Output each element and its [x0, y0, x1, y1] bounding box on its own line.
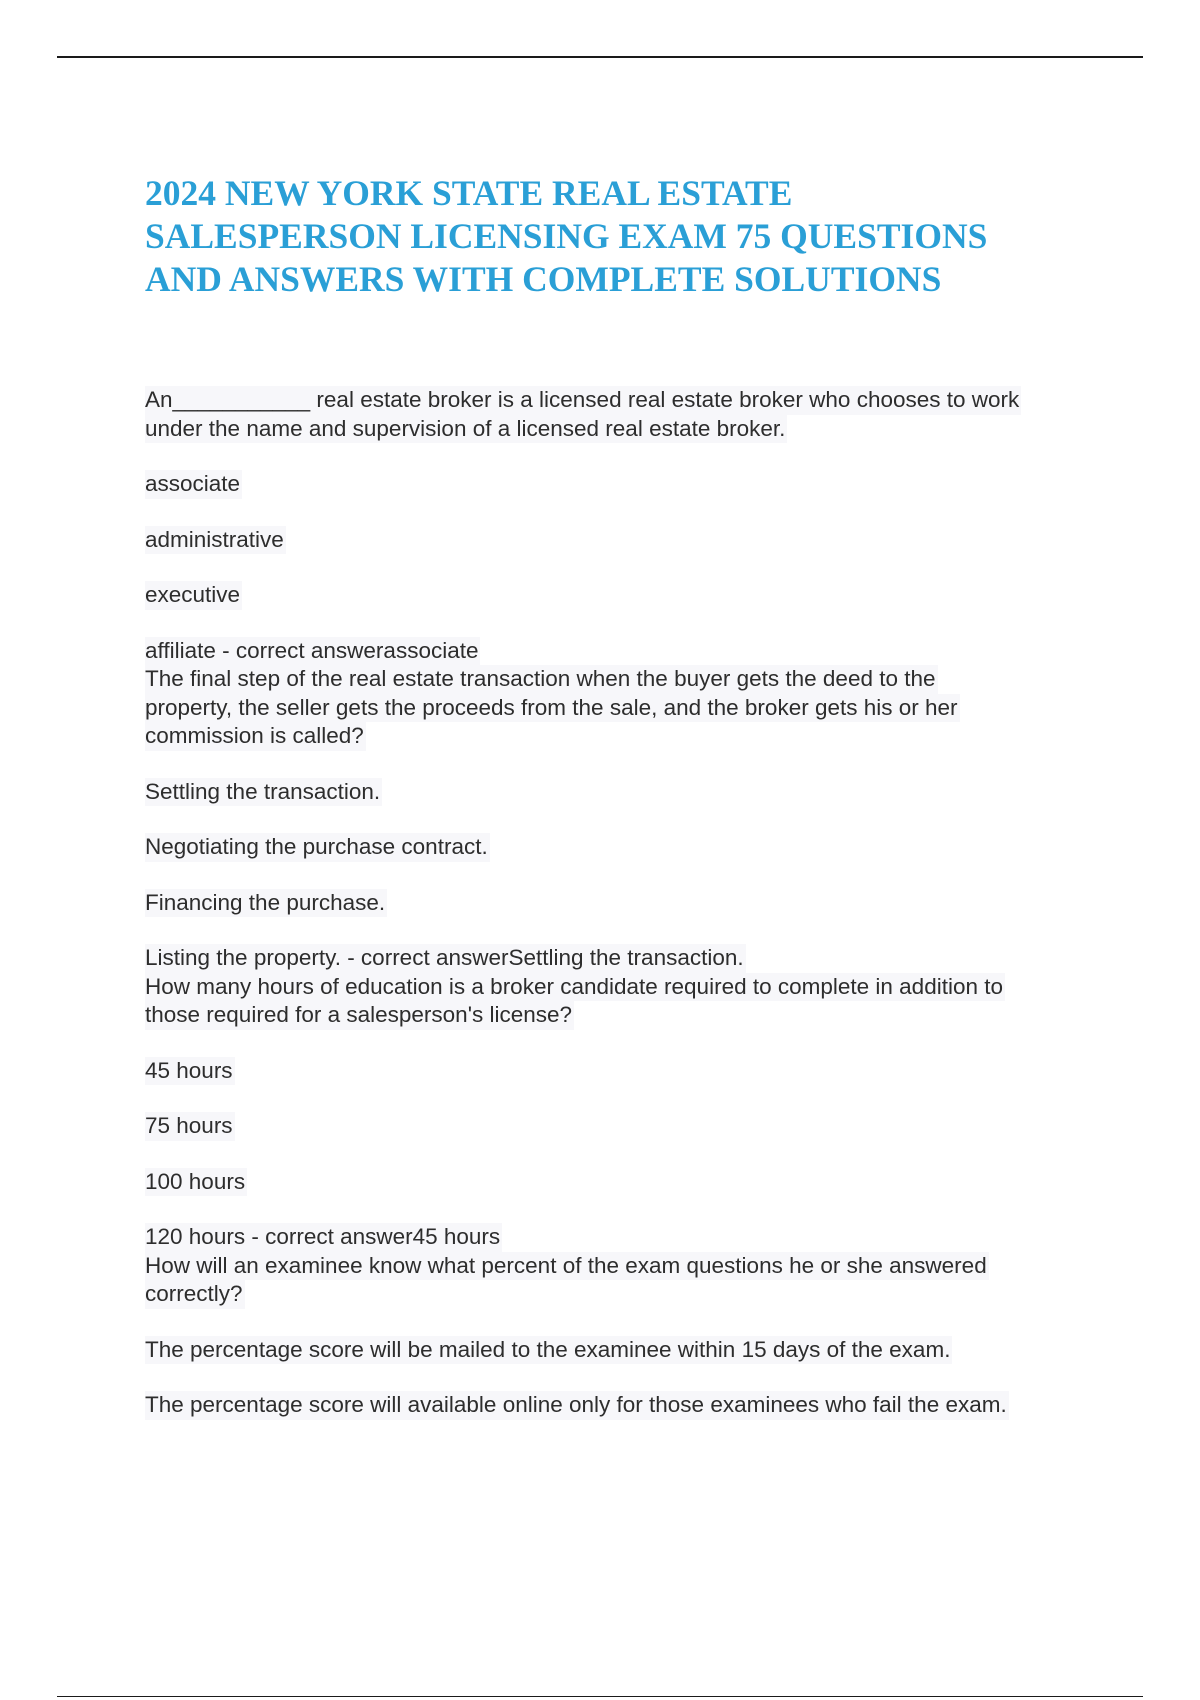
answer-option: Negotiating the purchase contract.	[145, 833, 490, 862]
answer-option: executive	[145, 581, 242, 610]
answer-option-with-correct-answer: 120 hours - correct answer45 hours	[145, 1223, 502, 1252]
answer-option: The percentage score will be mailed to the examinee within 15 days of the exam.	[145, 1336, 952, 1365]
question-text: property, the seller gets the proceeds from the sale, and the broker gets his or her	[145, 694, 960, 723]
footer-rule	[57, 1696, 1143, 1697]
answer-option: administrative	[145, 526, 286, 555]
question-text: How will an examinee know what percent of the exam questions he or she answered	[145, 1252, 989, 1281]
question-text: under the name and supervision of a licensed real estate broker.	[145, 415, 787, 444]
answer-option: 100 hours	[145, 1168, 247, 1197]
question-text: those required for a salesperson's license?	[145, 1001, 574, 1030]
question-text: commission is called?	[145, 722, 366, 751]
answer-option: 75 hours	[145, 1112, 235, 1141]
answer-option: 45 hours	[145, 1057, 235, 1086]
answer-option: Settling the transaction.	[145, 778, 382, 807]
answer-option-with-correct-answer: Listing the property. - correct answerSettling the transaction.	[145, 944, 746, 973]
document-body	[145, 386, 1105, 1420]
title-line: 2024 NEW YORK STATE REAL ESTATE	[145, 173, 793, 213]
answer-option: Financing the purchase.	[145, 889, 387, 918]
header-rule	[57, 56, 1143, 58]
title-line: AND ANSWERS WITH COMPLETE SOLUTIONS	[145, 259, 942, 299]
question-text: An___________ real estate broker is a licensed real estate broker who chooses to work	[145, 386, 1021, 415]
question-text: correctly?	[145, 1280, 245, 1309]
answer-option-with-correct-answer: affiliate - correct answerassociate	[145, 637, 480, 666]
title-line: SALESPERSON LICENSING EXAM 75 QUESTIONS	[145, 216, 988, 256]
question-text: How many hours of education is a broker candidate required to complete in addition to	[145, 973, 1005, 1002]
question-text: The final step of the real estate transaction when the buyer gets the deed to the	[145, 665, 938, 694]
document-title	[145, 172, 1075, 301]
answer-option: associate	[145, 470, 242, 499]
answer-option: The percentage score will available online only for those examinees who fail the exam.	[145, 1391, 1009, 1420]
